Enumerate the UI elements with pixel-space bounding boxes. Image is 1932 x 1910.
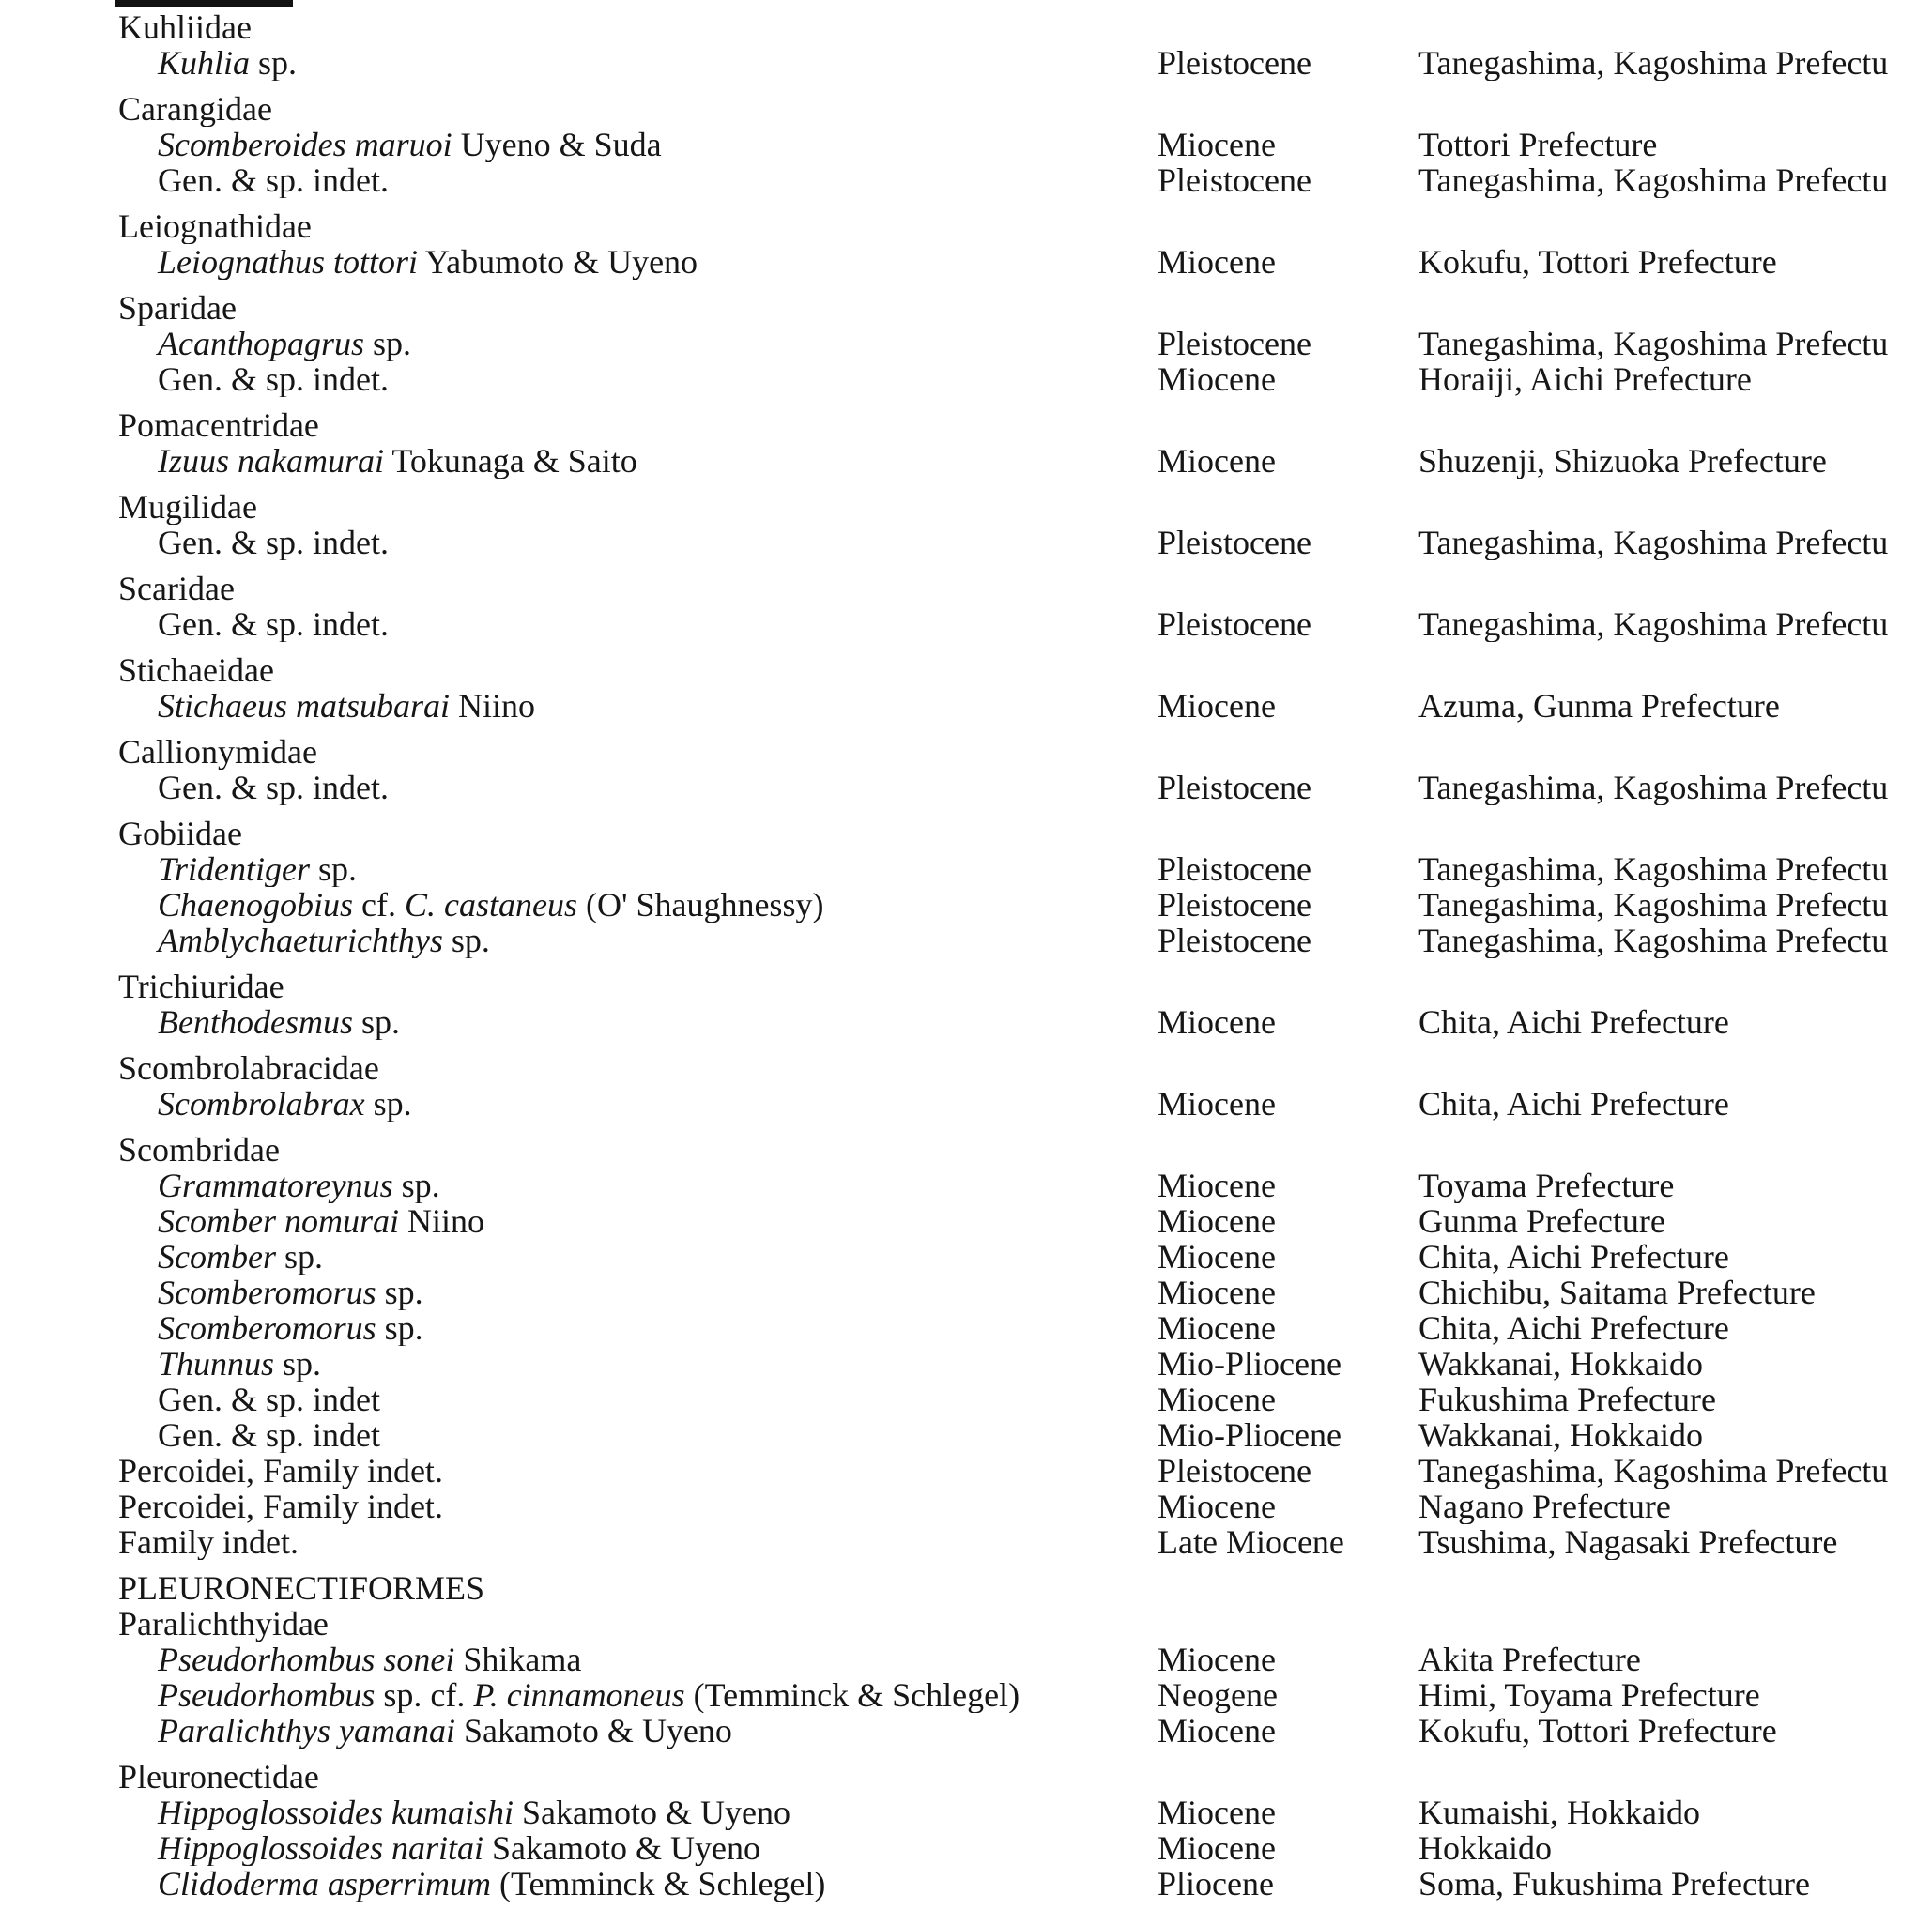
- taxon-group-header-row: [0, 208, 1932, 244]
- taxon-name-roman-segment: Stichaeidae: [118, 652, 274, 688]
- taxon-name: [0, 1524, 1158, 1560]
- taxon-name-roman-segment: Leiognathidae: [118, 208, 312, 244]
- taxon-entry-row: [0, 525, 1932, 560]
- taxon-entry-row: [0, 1642, 1932, 1677]
- taxon-name-italic-segment: Izuus nakamurai: [158, 443, 384, 479]
- epoch-value: Miocene: [1158, 1275, 1276, 1310]
- locality-value: [1418, 1759, 1932, 1795]
- locality-value: Shuzenji, Shizuoka Prefecture: [1418, 443, 1827, 479]
- taxon-name: [0, 244, 1158, 280]
- taxon-name: [0, 489, 1158, 525]
- taxon-name-italic-segment: Acanthopagrus: [158, 326, 364, 361]
- locality-value: [1418, 969, 1932, 1004]
- taxon-name-italic-segment: Grammatoreynus: [158, 1168, 393, 1203]
- taxon-name: [0, 1346, 1158, 1382]
- epoch-value: Late Miocene: [1158, 1524, 1344, 1560]
- locality-value: Chita, Aichi Prefecture: [1418, 1004, 1729, 1040]
- taxon-name-roman-segment: Scombridae: [118, 1132, 280, 1168]
- taxon-name-roman-segment: Niino: [450, 688, 536, 724]
- taxon-name: [0, 734, 1158, 770]
- taxon-name-roman-segment: Callionymidae: [118, 734, 317, 770]
- epoch-value: Pleistocene: [1158, 887, 1311, 923]
- taxon-name-roman-segment: Carangidae: [118, 91, 272, 127]
- taxon-name-italic-segment: Scomber: [158, 1239, 276, 1275]
- taxon-name: [0, 127, 1158, 162]
- taxon-name-roman-segment: Kuhliidae: [118, 9, 252, 45]
- epoch-value: Miocene: [1158, 1382, 1276, 1417]
- locality-value: Hokkaido: [1418, 1830, 1552, 1866]
- taxon-name: [0, 688, 1158, 724]
- taxon-name: [0, 290, 1158, 326]
- epoch-value: [1158, 816, 1418, 851]
- taxon-name-roman-segment: Sakamoto & Uyeno: [454, 1713, 732, 1749]
- taxon-name-roman-segment: sp.: [275, 1239, 323, 1275]
- epoch-value: Mio-Pliocene: [1158, 1346, 1342, 1382]
- taxon-name: [0, 770, 1158, 805]
- taxon-name: [0, 1795, 1158, 1830]
- epoch-value: Miocene: [1158, 1713, 1276, 1749]
- epoch-value: Miocene: [1158, 127, 1276, 162]
- taxon-entry-row: [0, 1830, 1932, 1866]
- taxon-name-italic-segment: Scomberomorus: [158, 1310, 376, 1346]
- taxon-entry-row: [0, 1524, 1932, 1560]
- taxon-group-header-row: [0, 816, 1932, 851]
- locality-value: Tsushima, Nagasaki Prefecture: [1418, 1524, 1838, 1560]
- epoch-value: Pleistocene: [1158, 525, 1311, 560]
- taxon-name: [0, 571, 1158, 606]
- locality-value: [1418, 734, 1932, 770]
- locality-value: Tanegashima, Kagoshima Prefectu: [1418, 887, 1889, 923]
- taxon-name-roman-segment: (Temminck & Schlegel): [684, 1677, 1020, 1713]
- taxon-name-italic-segment: Scomber nomurai: [158, 1203, 399, 1239]
- locality-value: Toyama Prefecture: [1418, 1168, 1675, 1203]
- epoch-value: [1158, 489, 1418, 525]
- taxon-name-roman-segment: sp.: [376, 1275, 423, 1310]
- taxon-name-roman-segment: Sakamoto & Uyeno: [483, 1830, 760, 1866]
- locality-value: [1418, 652, 1932, 688]
- epoch-value: [1158, 91, 1418, 127]
- taxon-name: [0, 923, 1158, 958]
- taxon-name-roman-segment: Trichiuridae: [118, 969, 284, 1004]
- taxon-name-italic-segment: Leiognathus tottori: [158, 244, 419, 280]
- taxon-entry-row: [0, 1866, 1932, 1902]
- taxon-name: [0, 45, 1158, 81]
- taxon-entry-row: [0, 1346, 1932, 1382]
- locality-value: Chita, Aichi Prefecture: [1418, 1310, 1729, 1346]
- taxon-name-roman-segment: sp. cf.: [375, 1677, 474, 1713]
- taxon-name-italic-segment: Kuhlia: [158, 45, 251, 81]
- locality-value: Tanegashima, Kagoshima Prefectu: [1418, 770, 1889, 805]
- epoch-value: Pleistocene: [1158, 162, 1311, 198]
- taxon-name-roman-segment: sp.: [364, 326, 412, 361]
- taxon-entry-row: [0, 1203, 1932, 1239]
- taxon-name-italic-segment: Paralichthys yamanai: [158, 1713, 455, 1749]
- taxon-name: [0, 1606, 1158, 1642]
- taxon-name-roman-segment: cf.: [353, 887, 405, 923]
- taxon-name-italic-segment: Scombrolabrax: [158, 1086, 365, 1122]
- taxon-name-roman-segment: Scombrolabracidae: [118, 1050, 379, 1086]
- taxon-name-roman-segment: sp.: [352, 1004, 400, 1040]
- locality-value: [1418, 290, 1932, 326]
- taxon-name-roman-segment: Scaridae: [118, 571, 235, 606]
- taxon-entry-row: [0, 1086, 1932, 1122]
- taxon-name-roman-segment: Shikama: [454, 1642, 582, 1677]
- epoch-value: Miocene: [1158, 1795, 1276, 1830]
- taxon-entry-row: [0, 851, 1932, 887]
- taxon-name: [0, 1453, 1158, 1489]
- epoch-value: [1158, 652, 1418, 688]
- epoch-value: Miocene: [1158, 1004, 1276, 1040]
- taxon-entry-row: [0, 326, 1932, 361]
- taxon-name: [0, 162, 1158, 198]
- taxon-name: [0, 525, 1158, 560]
- taxon-name-roman-segment: Gobiidae: [118, 816, 242, 851]
- taxon-group-header-row: [0, 407, 1932, 443]
- taxon-entry-row: [0, 1168, 1932, 1203]
- epoch-value: Miocene: [1158, 688, 1276, 724]
- taxon-name: [0, 1086, 1158, 1122]
- taxon-name: [0, 1866, 1158, 1902]
- taxon-name-roman-segment: sp.: [310, 851, 358, 887]
- taxon-entry-row: [0, 45, 1932, 81]
- taxon-name-italic-segment: Stichaeus matsubarai: [158, 688, 450, 724]
- taxon-entry-row: [0, 1275, 1932, 1310]
- epoch-value: [1158, 9, 1418, 45]
- taxon-name-roman-segment: Tokunaga & Saito: [384, 443, 637, 479]
- locality-value: Chichibu, Saitama Prefecture: [1418, 1275, 1816, 1310]
- taxon-name-roman-segment: Percoidei, Family indet.: [118, 1453, 443, 1489]
- taxon-name-roman-segment: Percoidei, Family indet.: [118, 1489, 443, 1524]
- locality-value: Kokufu, Tottori Prefecture: [1418, 1713, 1777, 1749]
- epoch-value: Miocene: [1158, 1086, 1276, 1122]
- taxon-group-header-row: [0, 290, 1932, 326]
- taxon-group-header-row: [0, 571, 1932, 606]
- taxon-name-roman-segment: sp.: [442, 923, 490, 958]
- epoch-value: Pleistocene: [1158, 923, 1311, 958]
- taxon-entry-row: [0, 688, 1932, 724]
- taxon-name: [0, 887, 1158, 923]
- taxon-group-header-row: [0, 1570, 1932, 1606]
- locality-value: [1418, 407, 1932, 443]
- epoch-value: [1158, 407, 1418, 443]
- taxon-name-roman-segment: Mugilidae: [118, 489, 257, 525]
- taxon-name: [0, 969, 1158, 1004]
- locality-value: Tanegashima, Kagoshima Prefectu: [1418, 525, 1889, 560]
- taxon-entry-row: [0, 443, 1932, 479]
- locality-value: [1418, 1570, 1932, 1606]
- locality-value: Tanegashima, Kagoshima Prefectu: [1418, 162, 1889, 198]
- taxon-name-roman-segment: sp.: [364, 1086, 412, 1122]
- taxon-group-header-row: [0, 489, 1932, 525]
- taxon-name: [0, 1830, 1158, 1866]
- locality-value: [1418, 489, 1932, 525]
- locality-value: Wakkanai, Hokkaido: [1418, 1346, 1704, 1382]
- taxon-name-italic-segment: Pseudorhombus: [158, 1677, 376, 1713]
- taxon-name: [0, 326, 1158, 361]
- locality-value: [1418, 1606, 1932, 1642]
- locality-value: Himi, Toyama Prefecture: [1418, 1677, 1760, 1713]
- taxon-name-roman-segment: Gen. & sp. indet.: [158, 770, 389, 805]
- taxon-entry-row: [0, 1795, 1932, 1830]
- taxon-name-italic-segment: Hippoglossoides naritai: [158, 1830, 484, 1866]
- taxon-name-italic-segment: Amblychaeturichthys: [158, 923, 443, 958]
- taxon-name-roman-segment: Family indet.: [118, 1524, 299, 1560]
- locality-value: Azuma, Gunma Prefecture: [1418, 688, 1780, 724]
- taxon-name-italic-segment: C. castaneus: [404, 887, 577, 923]
- epoch-value: Mio-Pliocene: [1158, 1417, 1342, 1453]
- locality-value: Tottori Prefecture: [1418, 127, 1658, 162]
- taxon-group-header-row: [0, 91, 1932, 127]
- taxon-name: [0, 606, 1158, 642]
- locality-value: Tanegashima, Kagoshima Prefectu: [1418, 851, 1889, 887]
- taxon-name: [0, 361, 1158, 397]
- taxon-name-roman-segment: sp.: [274, 1346, 322, 1382]
- epoch-value: [1158, 1132, 1418, 1168]
- epoch-value: Miocene: [1158, 1203, 1276, 1239]
- taxon-name-roman-segment: Pomacentridae: [118, 407, 319, 443]
- taxon-name: [0, 1004, 1158, 1040]
- locality-value: [1418, 1132, 1932, 1168]
- taxon-name: [0, 1642, 1158, 1677]
- taxon-entry-row: [0, 1417, 1932, 1453]
- taxon-group-header-row: [0, 734, 1932, 770]
- taxon-name: [0, 1677, 1158, 1713]
- locality-value: [1418, 208, 1932, 244]
- locality-value: Fukushima Prefecture: [1418, 1382, 1716, 1417]
- locality-value: [1418, 816, 1932, 851]
- taxon-name-roman-segment: Gen. & sp. indet.: [158, 606, 389, 642]
- taxon-name-roman-segment: Gen. & sp. indet.: [158, 361, 389, 397]
- cropped-line-remnant: [115, 0, 293, 7]
- taxon-name: [0, 1417, 1158, 1453]
- taxon-name: [0, 1275, 1158, 1310]
- taxon-name-italic-segment: Hippoglossoides kumaishi: [158, 1795, 514, 1830]
- taxon-entry-row: [0, 923, 1932, 958]
- taxon-name-italic-segment: Thunnus: [158, 1346, 275, 1382]
- taxon-name: [0, 443, 1158, 479]
- taxon-name: [0, 1759, 1158, 1795]
- taxon-entry-row: [0, 770, 1932, 805]
- taxon-entry-row: [0, 162, 1932, 198]
- epoch-value: Pleistocene: [1158, 1453, 1311, 1489]
- taxon-name-roman-segment: Gen. & sp. indet: [158, 1382, 380, 1417]
- epoch-value: Pliocene: [1158, 1866, 1274, 1902]
- taxon-name: [0, 1570, 1158, 1606]
- taxon-entry-row: [0, 1453, 1932, 1489]
- taxon-name: [0, 652, 1158, 688]
- taxon-name-italic-segment: Chaenogobius: [158, 887, 354, 923]
- locality-value: Chita, Aichi Prefecture: [1418, 1086, 1729, 1122]
- taxon-name-roman-segment: (Temminck & Schlegel): [491, 1866, 826, 1902]
- taxon-name: [0, 851, 1158, 887]
- taxon-name: [0, 91, 1158, 127]
- taxon-name-roman-segment: sp.: [376, 1310, 423, 1346]
- epoch-value: Miocene: [1158, 1489, 1276, 1524]
- taxon-name: [0, 1382, 1158, 1417]
- epoch-value: Miocene: [1158, 361, 1276, 397]
- taxon-entry-row: [0, 1310, 1932, 1346]
- locality-value: Wakkanai, Hokkaido: [1418, 1417, 1704, 1453]
- taxon-entry-row: [0, 127, 1932, 162]
- taxon-name-italic-segment: Pseudorhombus sonei: [158, 1642, 455, 1677]
- taxon-name-roman-segment: Gen. & sp. indet.: [158, 525, 389, 560]
- epoch-value: [1158, 208, 1418, 244]
- locality-value: Gunma Prefecture: [1418, 1203, 1665, 1239]
- locality-value: Tanegashima, Kagoshima Prefectu: [1418, 606, 1889, 642]
- taxon-name-roman-segment: sp.: [250, 45, 298, 81]
- taxon-entry-row: [0, 1382, 1932, 1417]
- epoch-value: [1158, 1570, 1418, 1606]
- taxon-name: [0, 1132, 1158, 1168]
- taxon-name: [0, 1239, 1158, 1275]
- locality-value: Kokufu, Tottori Prefecture: [1418, 244, 1777, 280]
- taxon-name-roman-segment: sp.: [392, 1168, 440, 1203]
- epoch-value: Pleistocene: [1158, 770, 1311, 805]
- taxon-group-header-row: [0, 969, 1932, 1004]
- epoch-value: [1158, 734, 1418, 770]
- taxon-name-italic-segment: Clidoderma asperrimum: [158, 1866, 492, 1902]
- taxon-name: [0, 1310, 1158, 1346]
- epoch-value: Miocene: [1158, 1642, 1276, 1677]
- taxon-entry-row: [0, 606, 1932, 642]
- epoch-value: Miocene: [1158, 1310, 1276, 1346]
- taxon-entry-row: [0, 887, 1932, 923]
- taxon-entry-row: [0, 1004, 1932, 1040]
- taxon-group-header-row: [0, 652, 1932, 688]
- taxon-name-roman-segment: Sakamoto & Uyeno: [514, 1795, 790, 1830]
- taxon-entry-row: [0, 1677, 1932, 1713]
- taxon-entry-row: [0, 244, 1932, 280]
- taxon-name-roman-segment: Uyeno & Suda: [452, 127, 662, 162]
- fossil-fish-taxa-table: [0, 9, 1932, 1902]
- epoch-value: Miocene: [1158, 1239, 1276, 1275]
- taxon-entry-row: [0, 1239, 1932, 1275]
- epoch-value: Pleistocene: [1158, 851, 1311, 887]
- locality-value: Kumaishi, Hokkaido: [1418, 1795, 1700, 1830]
- taxon-name-roman-segment: Niino: [398, 1203, 484, 1239]
- taxon-name-italic-segment: Benthodesmus: [158, 1004, 353, 1040]
- epoch-value: Pleistocene: [1158, 606, 1311, 642]
- locality-value: Chita, Aichi Prefecture: [1418, 1239, 1729, 1275]
- locality-value: Horaiji, Aichi Prefecture: [1418, 361, 1752, 397]
- taxon-name: [0, 1203, 1158, 1239]
- taxon-group-header-row: [0, 1759, 1932, 1795]
- taxon-name-roman-segment: Yabumoto & Uyeno: [418, 244, 698, 280]
- epoch-value: [1158, 1050, 1418, 1086]
- taxon-name-roman-segment: (O' Shaughnessy): [576, 887, 824, 923]
- taxon-name: [0, 407, 1158, 443]
- locality-value: [1418, 571, 1932, 606]
- epoch-value: Neogene: [1158, 1677, 1278, 1713]
- taxon-name: [0, 208, 1158, 244]
- taxon-group-header-row: [0, 1606, 1932, 1642]
- taxon-name-italic-segment: Tridentiger: [158, 851, 311, 887]
- taxon-name: [0, 9, 1158, 45]
- locality-value: Akita Prefecture: [1418, 1642, 1641, 1677]
- locality-value: [1418, 91, 1932, 127]
- taxon-name-italic-segment: P. cinnamoneus: [473, 1677, 685, 1713]
- locality-value: Tanegashima, Kagoshima Prefectu: [1418, 45, 1889, 81]
- epoch-value: Pleistocene: [1158, 45, 1311, 81]
- taxon-name: [0, 1489, 1158, 1524]
- taxon-name: [0, 1168, 1158, 1203]
- epoch-value: Pleistocene: [1158, 326, 1311, 361]
- taxon-entry-row: [0, 1489, 1932, 1524]
- taxon-name: [0, 1713, 1158, 1749]
- taxon-name-roman-segment: Gen. & sp. indet: [158, 1417, 380, 1453]
- locality-value: Soma, Fukushima Prefecture: [1418, 1866, 1810, 1902]
- epoch-value: Miocene: [1158, 244, 1276, 280]
- taxon-entry-row: [0, 1713, 1932, 1749]
- taxon-group-header-row: [0, 1050, 1932, 1086]
- taxon-group-header-row: [0, 9, 1932, 45]
- epoch-value: Miocene: [1158, 1830, 1276, 1866]
- epoch-value: [1158, 290, 1418, 326]
- taxon-name-roman-segment: Pleuronectidae: [118, 1759, 319, 1795]
- locality-value: Tanegashima, Kagoshima Prefectu: [1418, 923, 1889, 958]
- taxon-name-roman-segment: PLEURONECTIFORMES: [118, 1570, 485, 1606]
- epoch-value: Miocene: [1158, 443, 1276, 479]
- taxon-name: [0, 1050, 1158, 1086]
- taxon-group-header-row: [0, 1132, 1932, 1168]
- locality-value: Nagano Prefecture: [1418, 1489, 1671, 1524]
- locality-value: Tanegashima, Kagoshima Prefectu: [1418, 326, 1889, 361]
- locality-value: Tanegashima, Kagoshima Prefectu: [1418, 1453, 1889, 1489]
- epoch-value: [1158, 969, 1418, 1004]
- taxon-name-roman-segment: Gen. & sp. indet.: [158, 162, 389, 198]
- taxon-name-roman-segment: Paralichthyidae: [118, 1606, 329, 1642]
- epoch-value: Miocene: [1158, 1168, 1276, 1203]
- locality-value: [1418, 1050, 1932, 1086]
- locality-value: [1418, 9, 1932, 45]
- taxon-entry-row: [0, 361, 1932, 397]
- taxon-name-roman-segment: Sparidae: [118, 290, 237, 326]
- taxon-name-italic-segment: Scomberomorus: [158, 1275, 376, 1310]
- epoch-value: [1158, 1759, 1418, 1795]
- epoch-value: [1158, 571, 1418, 606]
- epoch-value: [1158, 1606, 1418, 1642]
- taxon-name-italic-segment: Scomberoides maruoi: [158, 127, 452, 162]
- taxon-name: [0, 816, 1158, 851]
